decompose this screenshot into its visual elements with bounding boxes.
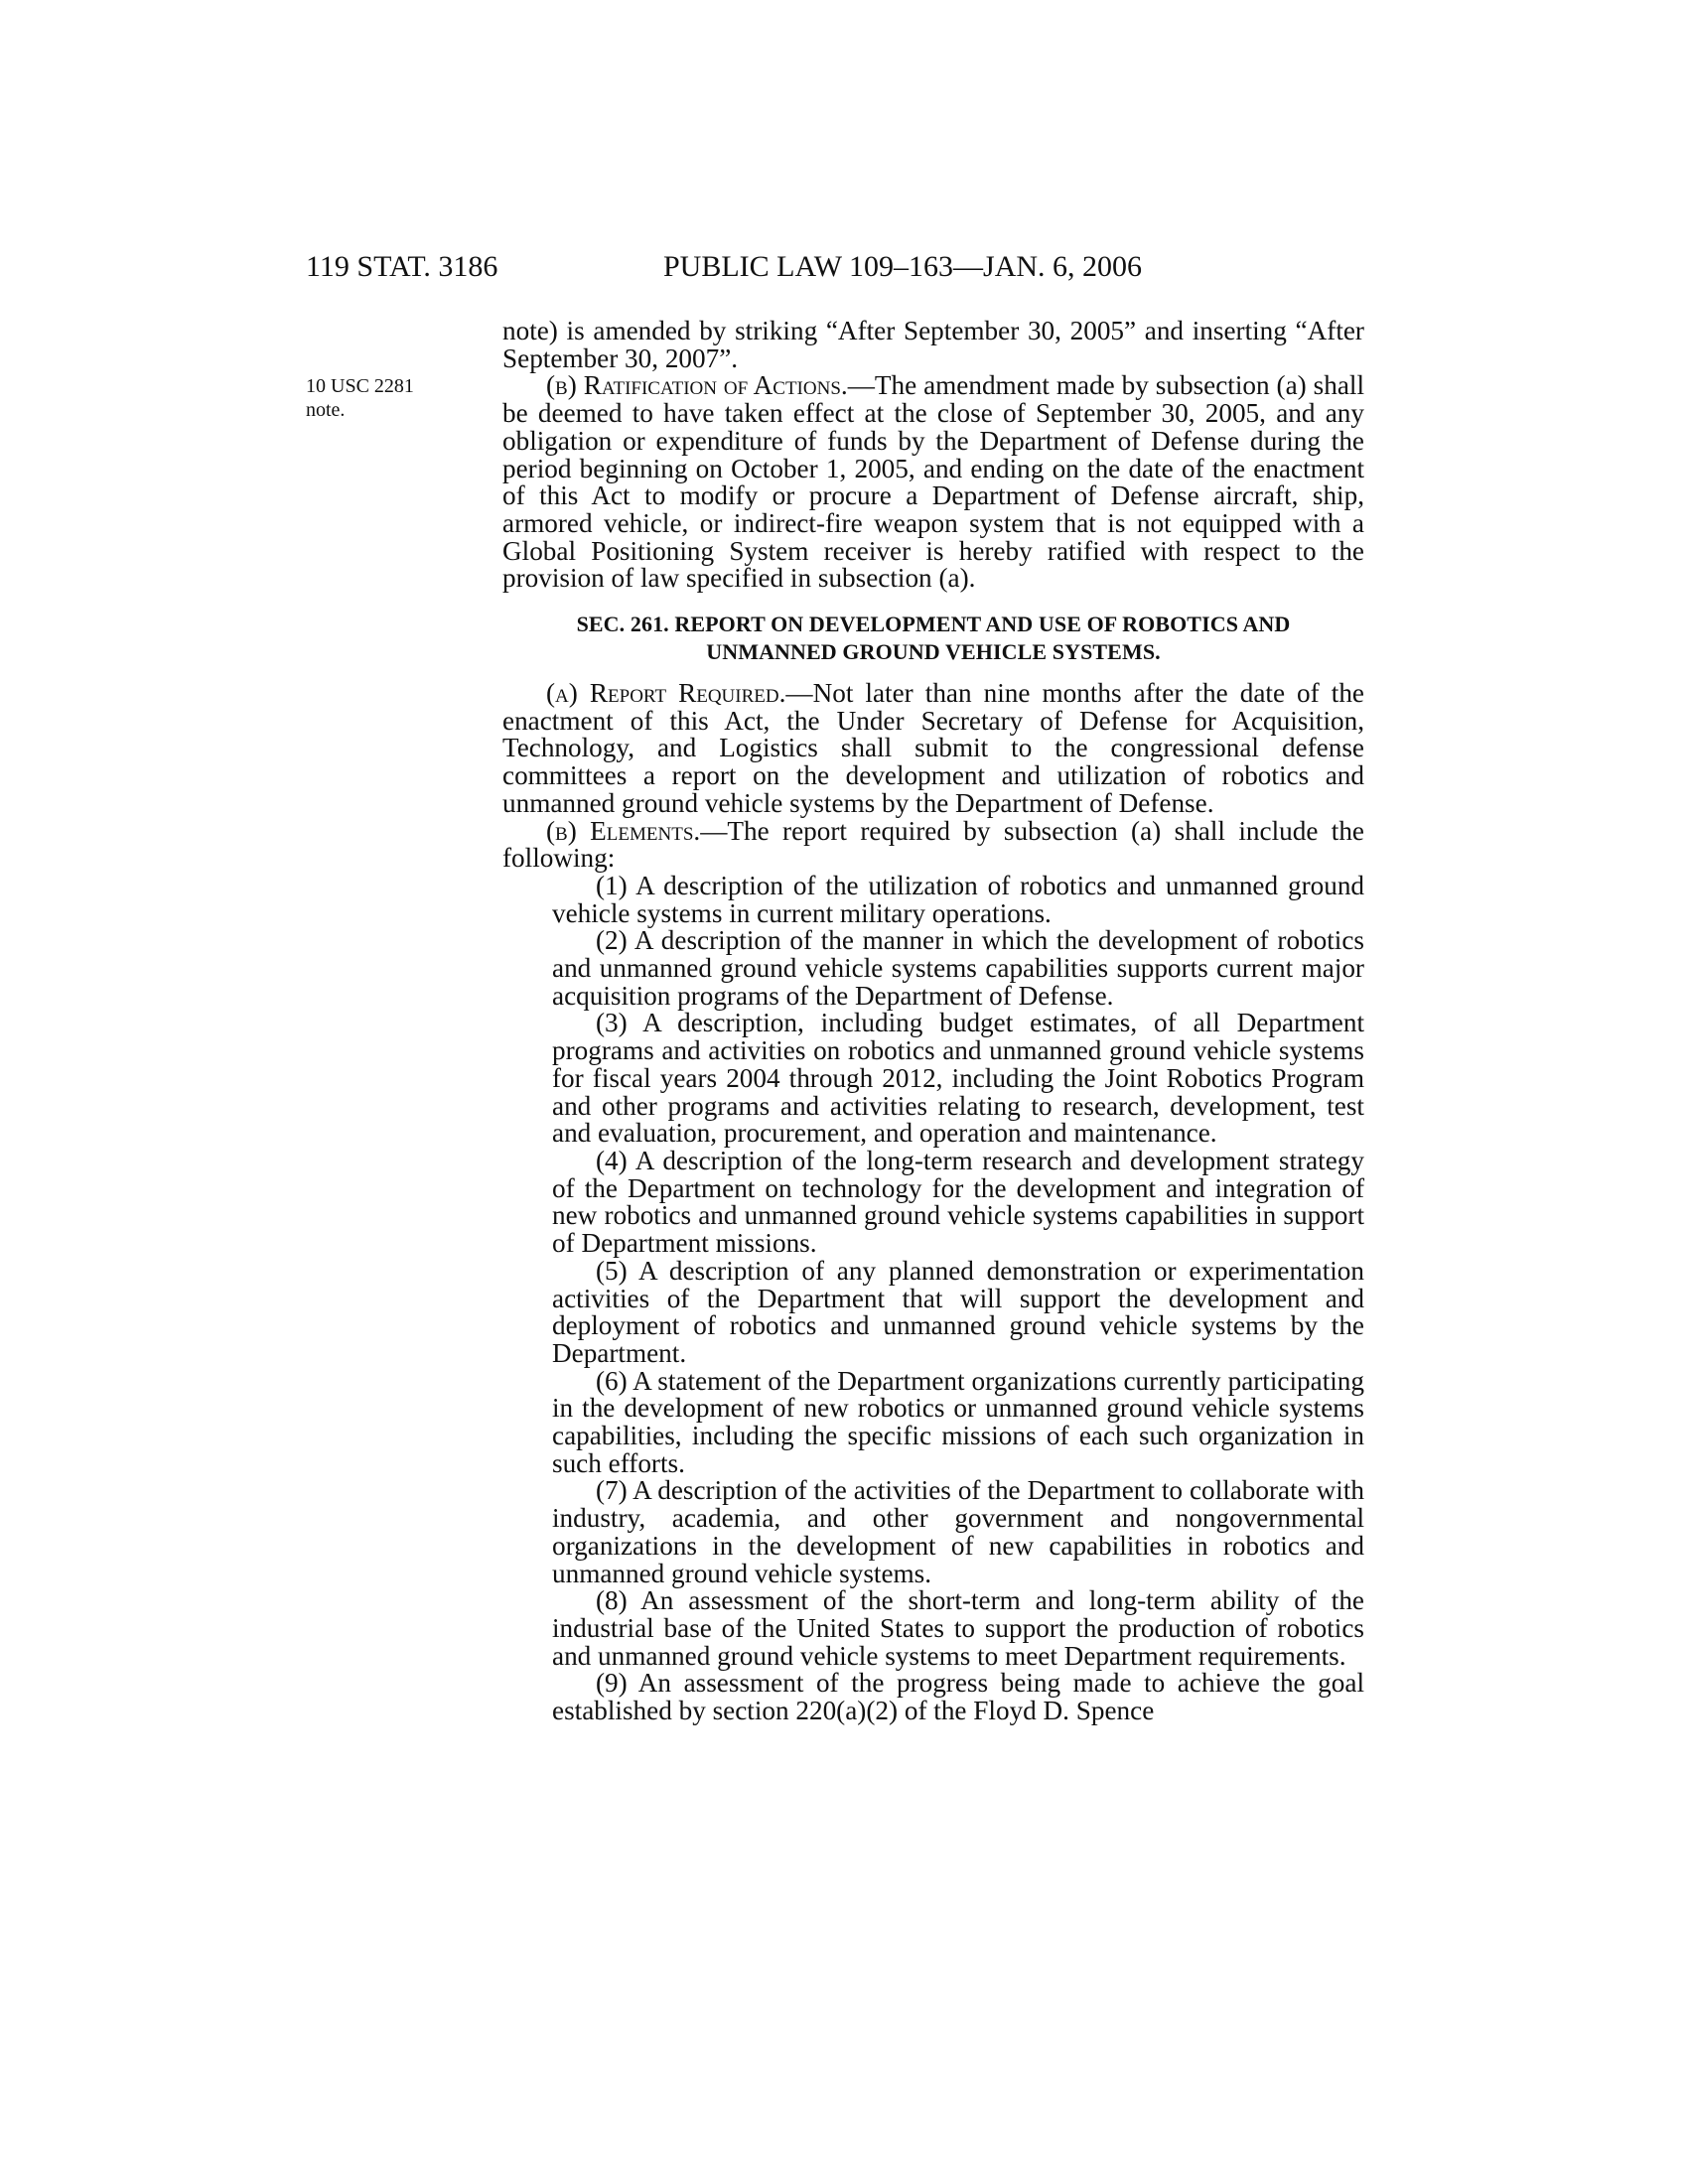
ratification-text: —The amendment made by subsection (a) shall be deemed to have taken effect at the close of September 30, 2005, and any obligation or expenditure of funds by the Department of Defense during the period beginning on October 1, 2005, and ending on the date of the enactment of this Act to modify or procure a Department of Defense aircraft, ship, armored vehicle, or indirect-fire weapon system that is not equipped with a Global Positioning System receiver is hereby ratified with respect to the provision of law specified in subsection (a). <box>502 370 1364 594</box>
margin-citation-note <box>306 374 445 422</box>
stat-page-number: 119 STAT. 3186 <box>306 250 498 283</box>
elements-paragraph <box>502 815 1364 874</box>
intro-paragraph: note) is amended by striking “After September 30, 2005” and inserting “After September 30, 2007”. <box>502 316 1364 373</box>
report-required-heading: (a) Report Required. <box>546 678 786 709</box>
margin-note-line-2: note. <box>306 399 346 421</box>
list-item: (8) An assessment of the short-term and long-term ability of the industrial base of the United States to support the production of robotics and unmanned ground vehicle systems to meet Department requirements. <box>552 1585 1364 1671</box>
elements-heading: (b) Elements. <box>546 815 701 846</box>
margin-note-line-1: 10 USC 2281 <box>306 375 414 397</box>
list-item: (9) An assessment of the progress being made to achieve the goal established by section 220(a)(2) of the Floyd D. Spence <box>552 1668 1364 1726</box>
list-item: (5) A description of any planned demonstration or experimentation activities of the Department that will support the development and deployment of robotics and unmanned ground vehicle systems by the Department. <box>552 1255 1364 1368</box>
report-required-paragraph <box>502 680 1364 818</box>
list-item: (3) A description, including budget estimates, of all Department programs and activities on robotics and unmanned ground vehicle systems for fiscal years 2004 through 2012, including the Joint Robotics Program and other programs and activities relating to research, development, test and evaluation, procurement, and operation and maintenance. <box>552 1008 1364 1149</box>
list-item: (7) A description of the activities of the Department to collaborate with industry, academia, and other government and nongovernmental organizations in the development of new capabilities in robotics and unmanned ground vehicle systems. <box>552 1475 1364 1588</box>
ratification-heading: (b) Ratification of Actions. <box>546 370 848 401</box>
public-law-title: PUBLIC LAW 109–163—JAN. 6, 2006 <box>663 250 1143 283</box>
ratification-paragraph <box>502 372 1364 593</box>
section-title-line-2: UNMANNED GROUND VEHICLE SYSTEMS. <box>706 639 1161 665</box>
section-title-line-1: SEC. 261. REPORT ON DEVELOPMENT AND USE OF ROBOTICS AND <box>576 612 1291 637</box>
list-item: (4) A description of the long-term research and development strategy of the Department on technology for the development and integration of new robotics and unmanned ground vehicle systems capabilities in support of Department missions. <box>552 1145 1364 1259</box>
report-required-text: —Not later than nine months after the date of the enactment of this Act, the Under Secretary of Defense for Acquisition, Technology, and Logistics shall submit to the congressional defense committees a report on the development and utilization of robotics and unmanned ground vehicle systems by the Department of Defense. <box>502 678 1364 818</box>
elements-text: —The report required by subsection (a) shall include the following: <box>502 815 1364 874</box>
section-title <box>502 611 1364 666</box>
page-header <box>0 250 1688 290</box>
list-item: (6) A statement of the Department organizations currently participating in the development of new robotics or unmanned ground vehicle systems capabilities, including the specific missions of each such organization in such efforts. <box>552 1365 1364 1478</box>
document-body <box>502 318 1364 1725</box>
list-item: (1) A description of the utilization of robotics and unmanned ground vehicle systems in current military operations. <box>552 870 1364 928</box>
list-item: (2) A description of the manner in which the development of robotics and unmanned ground vehicle systems capabilities supports current major acquisition programs of the Department of Defense. <box>552 925 1364 1011</box>
